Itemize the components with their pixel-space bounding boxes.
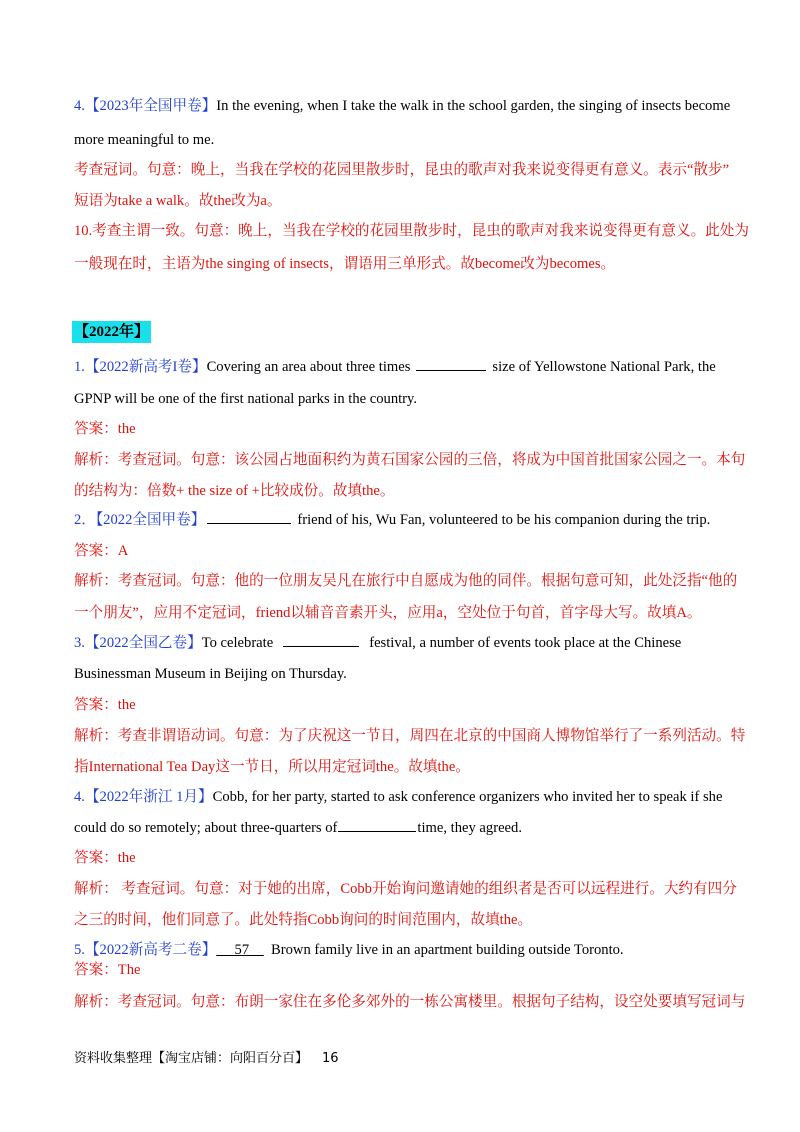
question-1-line1 (74, 357, 716, 377)
answer-text: 答案：The (74, 962, 141, 978)
explanation-line: 解析：考查冠词。句意：该公园占地面积约为黄石国家公园的三倍，将成为中国首批国家公园之一。本句 (74, 452, 746, 468)
year-header: 【2022年】 (72, 321, 151, 343)
question-text: time, they agreed. (417, 820, 522, 836)
explanation-line: 解析：考查冠词。句意：布朗一家住在多伦多郊外的一栋公寓楼里。根据句子结构，设空处要填写冠词与 (74, 994, 746, 1010)
answer-text: 答案：A (74, 543, 129, 559)
explanation-line: 解析： 考查冠词。句意：对于她的出席，Cobb开始询问邀请她的组织者是否可以远程进行。大约有四分 (74, 881, 737, 897)
answer-text: 答案：the (74, 421, 136, 437)
explanation-line: 短语为take a walk。故the改为a。 (74, 193, 282, 209)
answer-blank (207, 510, 291, 524)
question-text: In the evening, when I take the walk in the school garden, the singing of insects become (216, 98, 731, 114)
page-number: 16 (322, 1051, 339, 1066)
explanation-line: 一般现在时，主语为the singing of insects，谓语用三单形式。故become改为becomes。 (74, 256, 616, 272)
question-2023-line1 (74, 96, 730, 116)
question-tag: 3.【2022全国乙卷】 (74, 635, 202, 651)
question-tag: 4.【2023年全国甲卷】 (74, 98, 217, 114)
answer-text: 答案：the (74, 697, 136, 713)
question-2023-line2: more meaningful to me. (74, 132, 215, 148)
question-3-line1 (74, 633, 681, 653)
explanation-line: 一个朋友”，应用不定冠词，friend以辅音音素开头，应用a，空处位于句首，首字母大写。故填A。 (74, 605, 702, 621)
question-text: size of Yellowstone National Park, the (492, 359, 716, 375)
question-tag: 4.【2022年浙江 1月】 (74, 789, 213, 805)
question-3-line2: Businessman Museum in Beijing on Thursday. (74, 666, 347, 682)
question-text: friend of his, Wu Fan, volunteered to be his companion during the trip. (297, 512, 711, 528)
explanation-line: 之三的时间，他们同意了。此处特指Cobb询问的时间范围内，故填the。 (74, 912, 533, 928)
question-tag: 5.【2022新高考二卷】 (74, 942, 217, 958)
question-text: To celebrate (201, 635, 274, 651)
question-tag: 2．【2022全国甲卷】 (74, 512, 206, 528)
explanation-line: 10.考查主谓一致。句意：晚上，当我在学校的花园里散步时，昆虫的歌声对我来说变得更有意义。此处为 (74, 223, 749, 239)
question-2-line1 (74, 510, 710, 530)
footer-text: 资料收集整理【淘宝店铺：向阳百分百】 (74, 1051, 309, 1066)
question-4-line2 (74, 818, 522, 838)
answer-blank (416, 357, 486, 371)
question-text: Cobb, for her party, started to ask conference organizers who invited her to speak if she (212, 789, 723, 805)
question-text: could do so remotely; about three-quarters of (74, 820, 338, 836)
answer-blank (338, 818, 416, 832)
blank-number: 57 (234, 942, 250, 958)
explanation-line: 解析：考查非谓语动词。句意：为了庆祝这一节日，周四在北京的中国商人博物馆举行了一系列活动。特 (74, 728, 746, 744)
explanation-line: 解析：考查冠词。句意：他的一位朋友吴凡在旅行中自愿成为他的同伴。根据句意可知，此处泛指“他的 (74, 573, 738, 589)
answer-blank (283, 633, 359, 647)
question-tag: 1.【2022新高考I卷】 (74, 359, 207, 375)
question-1-line2: GPNP will be one of the first national parks in the country. (74, 391, 418, 407)
page-footer (74, 1050, 339, 1068)
explanation-line: 的结构为：倍数+ the size of +比较成份。故填the。 (74, 483, 395, 499)
answer-blank-numbered (216, 942, 263, 958)
question-text: festival, a number of events took place at the Chinese (369, 635, 682, 651)
question-text: Brown family live in an apartment building outside Toronto. (271, 942, 624, 958)
answer-text: 答案：the (74, 850, 136, 866)
question-5-line1 (74, 940, 624, 960)
question-text: Covering an area about three times (206, 359, 411, 375)
explanation-line: 考查冠词。句意：晚上，当我在学校的花园里散步时，昆虫的歌声对我来说变得更有意义。表示“散步” (74, 162, 730, 178)
question-4-line1 (74, 787, 722, 807)
explanation-line: 指International Tea Day这一节日，所以用定冠词the。故填the。 (74, 759, 470, 775)
